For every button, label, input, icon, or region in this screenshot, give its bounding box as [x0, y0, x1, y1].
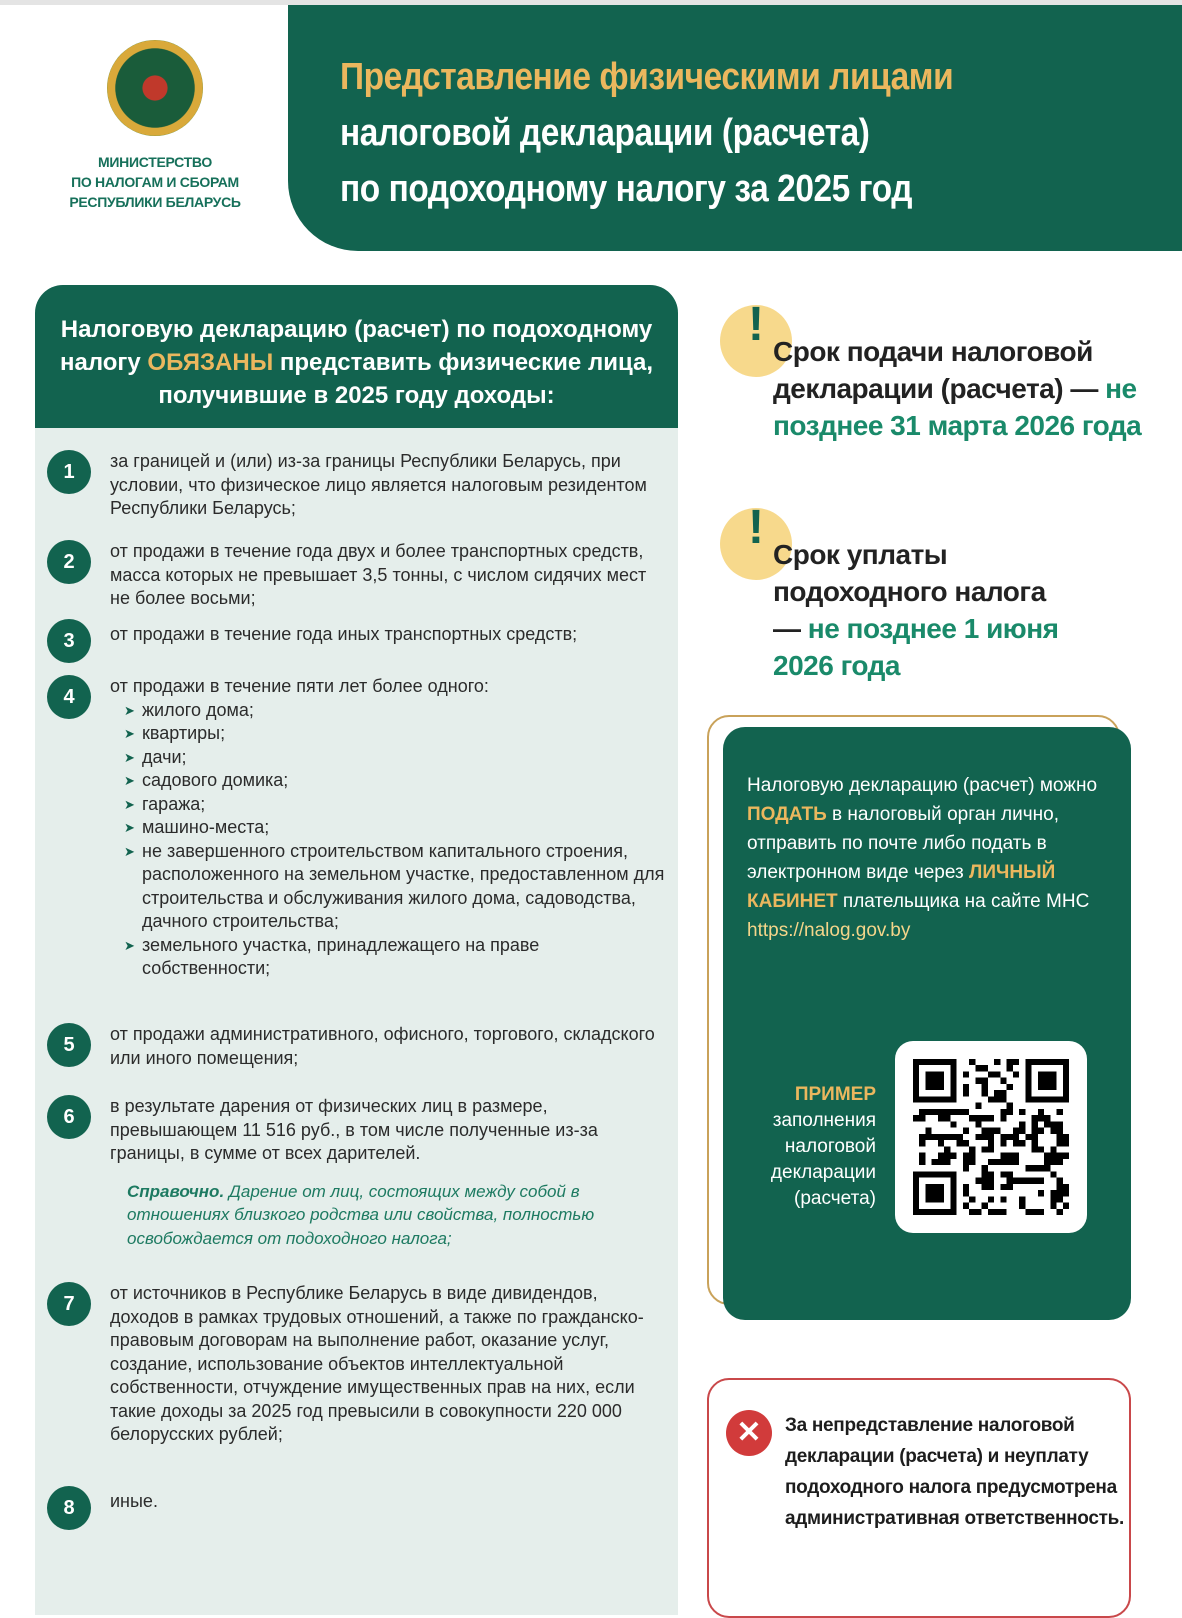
sub-item: ➤ садового домика; [110, 769, 670, 793]
deadline-payment: ! Срок уплаты подоходного налога — не позднее 1 июня 2026 года [720, 508, 1160, 684]
item-number: 6 [47, 1095, 91, 1139]
warning-text: За непредставление налоговой декларации (расчета) и неуплату подоходного налога предусмотрена административная ответственность. [785, 1415, 1124, 1529]
org-line: РЕСПУБЛИКИ БЕЛАРУСЬ [69, 194, 241, 210]
item-number: 7 [47, 1282, 91, 1326]
item-text: от продажи в течение года двух и более транспортных средств, масса которых не превышает 3,5 тонны, с числом сидячих мест не более восьми; [110, 541, 647, 608]
arrow-icon: ➤ [124, 796, 135, 812]
item-text: от продажи в течение года иных транспортных средств; [110, 624, 578, 644]
sub-item: ➤ земельного участка, принадлежащего на праве собственности; [124, 934, 540, 978]
submission-text: Налоговую декларацию (расчет) можно ПОДАТЬ в налоговый орган лично, отправить по почте либо подать в электронном виде через ЛИЧНЫЙ КАБИНЕТ плательщика на сайте МНС https://nalog.gov.by [747, 775, 1098, 941]
submission-info [723, 727, 1131, 1320]
item-number: 2 [47, 540, 91, 584]
sub-item: ➤ квартиры; [110, 722, 670, 746]
item-text: в результате дарения от физических лиц в размере, превышающем 11 516 руб., в том числе полученные из-за границы, в сумме от всех дарителей. Справочно. Дарение от лиц, состоящих между собой в отношениях близкого родства или свойства, полностью освобождается от подоходного налога; [110, 1095, 670, 1250]
exclamation-icon: ! [748, 501, 764, 554]
sub-item: ➤ жилого дома; [110, 699, 670, 723]
item-number: 5 [47, 1023, 91, 1067]
arrow-icon: ➤ [124, 843, 135, 859]
emblem-icon [107, 40, 203, 136]
item-text: от продажи в течение пяти лет более одного: ➤ жилого дома; ➤ квартиры; ➤ дачи; ➤ садового домика; ➤ гаража; ➤ машино-места; ➤ не завершенного строительством капитального строения, расположенного на земельном участке, предоставленном для строительства и обслуживания жилого дома, садоводства, дачного строительства; ➤ земельного участка, принадлежащего на праве собственности; [110, 675, 670, 981]
sub-item: ➤ гаража; [110, 793, 670, 817]
obligations-card [35, 285, 678, 1615]
arrow-icon: ➤ [124, 820, 135, 835]
item-number: 8 [47, 1486, 91, 1530]
item-text: от источников в Республике Беларусь в виде дивидендов, доходов в рамках трудовых отношений, а также по гражданско-правовым договорам на выполнение работ, оказание услуг, создание, использование объектов интеллектуальной собственности, отчуждение имущественных прав на них, если такие доходы за 2025 год превысили в совокупности 220 000 белорусских рублей; [110, 1283, 644, 1444]
arrow-icon: ➤ [124, 937, 135, 953]
reference-note: Справочно. Дарение от лиц, состоящих между собой в отношениях близкого родства или свойства, полностью освобождается от подоходного налога; [127, 1181, 595, 1248]
warning-box [707, 1378, 1131, 1618]
org-line: ПО НАЛОГАМ И СБОРАМ [71, 174, 239, 190]
sub-item: ➤ машино-места; [110, 816, 670, 840]
arrow-icon: ➤ [124, 749, 135, 765]
item-number: 4 [47, 675, 91, 719]
org-line: МИНИСТЕРСТВО [98, 154, 212, 170]
item-number: 3 [47, 619, 91, 663]
arrow-icon: ➤ [124, 702, 135, 718]
deadline-filing: ! Срок подачи налоговой декларации (расчета) — не позднее 31 марта 2026 года [720, 305, 1160, 444]
card-heading: Налоговую декларацию (расчет) по подоходному налогу ОБЯЗАНЫ представить физические лица, получившие в 2025 году доходы: [35, 285, 678, 428]
example-caption: ПРИМЕР заполнения налоговой декларации (расчета) [770, 1084, 876, 1209]
ministry-logo [55, 40, 255, 212]
sub-item: ➤ не завершенного строительством капитального строения, расположенного на земельном участке, предоставленном для строительства и обслуживания жилого дома, садоводства, дачного строительства; [124, 840, 665, 931]
item-text: от продажи административного, офисного, торгового, складского или иного помещения; [110, 1024, 655, 1068]
item-text: за границей и (или) из-за границы Республики Беларусь, при условии, что физическое лицо является налоговым резидентом Республики Беларусь; [110, 451, 647, 518]
exclamation-icon: ! [748, 298, 764, 351]
org-name [55, 152, 255, 212]
item-text: иные. [110, 1491, 158, 1511]
title-line: налоговой декларации (расчета) [340, 112, 870, 154]
item-number: 1 [47, 450, 91, 494]
title-line: Представление физическими лицами [340, 56, 954, 98]
qr-code[interactable] [895, 1041, 1087, 1233]
title-line: по подоходному налогу за 2025 год [340, 168, 913, 210]
site-link[interactable]: https://nalog.gov.by [747, 920, 911, 941]
page-title [288, 5, 1182, 251]
sub-item: ➤ дачи; [110, 746, 670, 770]
close-x-icon: ✕ [726, 1410, 772, 1456]
arrow-icon: ➤ [124, 726, 135, 741]
arrow-icon: ➤ [124, 773, 135, 788]
